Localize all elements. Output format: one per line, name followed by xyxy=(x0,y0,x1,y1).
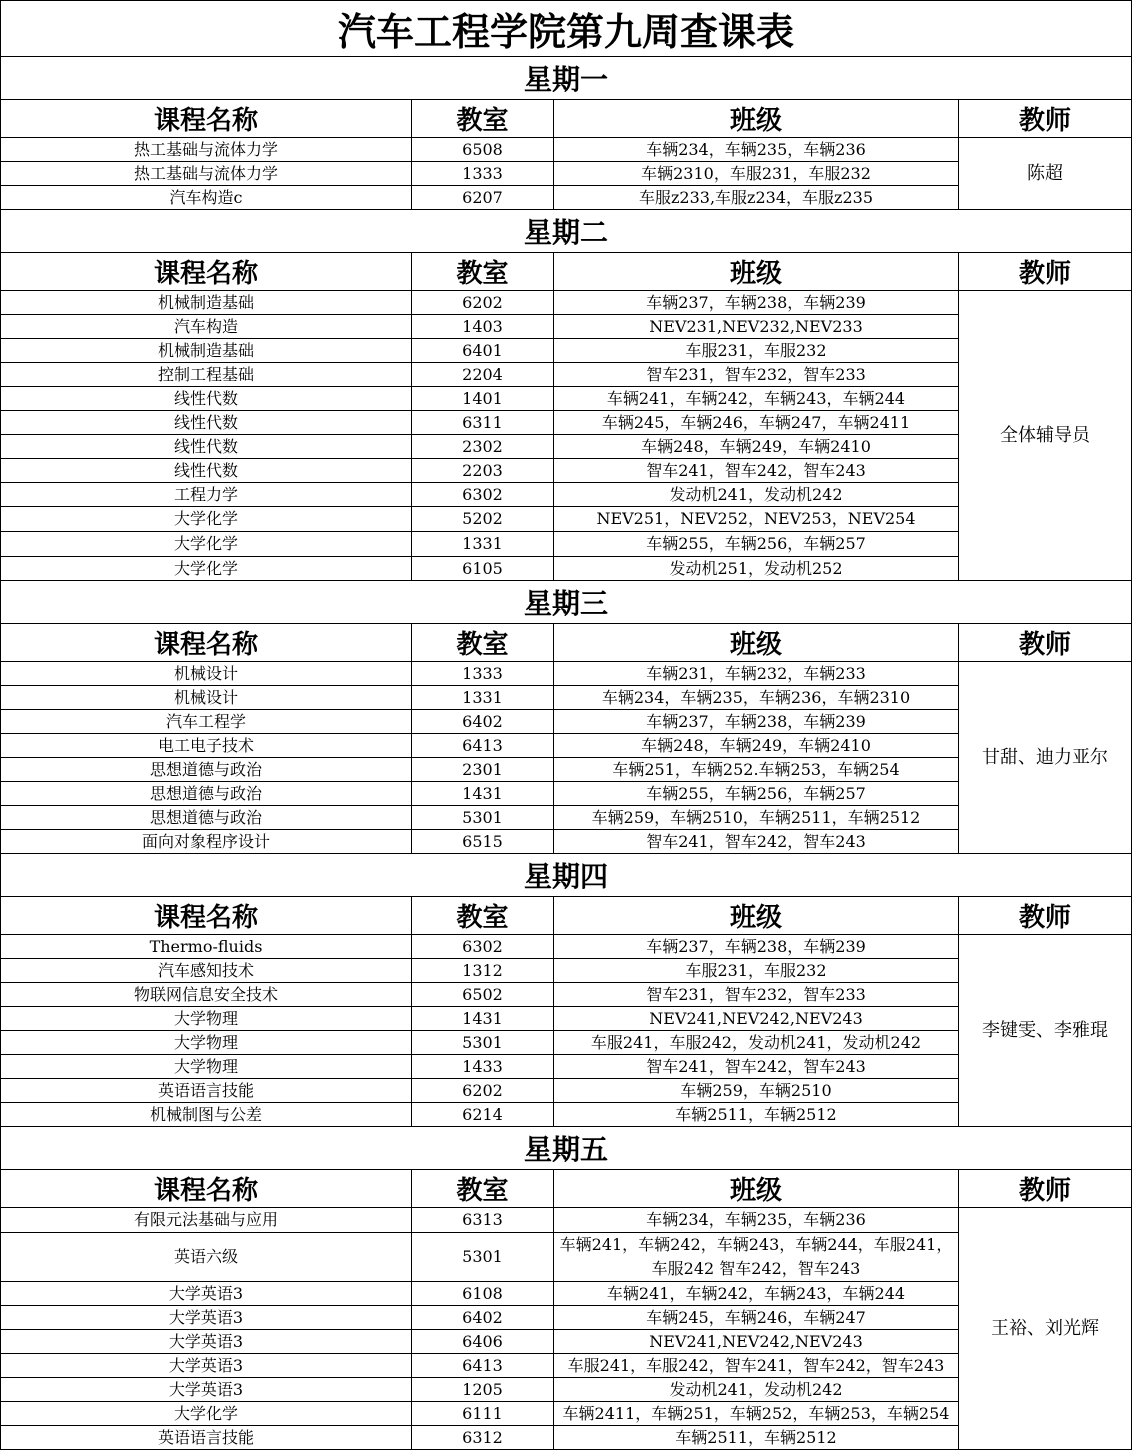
classes-cell: 智车241，智车242，智车243 xyxy=(554,459,959,483)
classes-cell: 车辆234，车辆235，车辆236 xyxy=(554,138,959,162)
room-cell: 1331 xyxy=(412,686,554,710)
room-cell: 6508 xyxy=(412,138,554,162)
day-heading: 星期五 xyxy=(1,1127,1132,1170)
column-header-course: 课程名称 xyxy=(1,897,412,935)
room-cell: 6313 xyxy=(412,1208,554,1233)
column-header-classes: 班级 xyxy=(554,624,959,662)
column-header-room: 教室 xyxy=(412,100,554,138)
classes-cell: 发动机251，发动机252 xyxy=(554,557,959,581)
course-cell: 大学化学 xyxy=(1,1402,412,1426)
day-heading: 星期二 xyxy=(1,210,1132,253)
classes-cell: 车服241，车服242，发动机241，发动机242 xyxy=(554,1031,959,1055)
classes-cell: 车辆237，车辆238，车辆239 xyxy=(554,710,959,734)
classes-cell: 车辆255，车辆256，车辆257 xyxy=(554,782,959,806)
classes-cell: 车辆241，车辆242，车辆243，车辆244，车服241，车服242 智车242，智车243 xyxy=(554,1233,959,1282)
classes-cell: 车辆241，车辆242，车辆243，车辆244 xyxy=(554,387,959,411)
course-cell: 大学物理 xyxy=(1,1055,412,1079)
teacher-cell: 甘甜、迪力亚尔 xyxy=(959,662,1132,854)
course-cell: 汽车构造c xyxy=(1,186,412,210)
room-cell: 6402 xyxy=(412,1306,554,1330)
sheet-title: 汽车工程学院第九周查课表 xyxy=(1,1,1132,57)
course-cell: 英语语言技能 xyxy=(1,1426,412,1450)
classes-cell: 车辆231，车辆232，车辆233 xyxy=(554,662,959,686)
classes-cell: 智车231，智车232，智车233 xyxy=(554,983,959,1007)
teacher-cell: 李键雯、李雅琨 xyxy=(959,935,1132,1127)
classes-cell: 车辆2511，车辆2512 xyxy=(554,1426,959,1450)
room-cell: 5301 xyxy=(412,1031,554,1055)
column-header-teacher: 教师 xyxy=(959,897,1132,935)
room-cell: 5301 xyxy=(412,806,554,830)
classes-cell: NEV241,NEV242,NEV243 xyxy=(554,1330,959,1354)
room-cell: 5301 xyxy=(412,1233,554,1282)
column-header-teacher: 教师 xyxy=(959,253,1132,291)
table-row xyxy=(1,291,1132,315)
classes-cell: 车辆2511，车辆2512 xyxy=(554,1103,959,1127)
column-header-course: 课程名称 xyxy=(1,253,412,291)
course-cell: 大学物理 xyxy=(1,1007,412,1031)
room-cell: 6515 xyxy=(412,830,554,854)
room-cell: 2203 xyxy=(412,459,554,483)
course-cell: 大学英语3 xyxy=(1,1306,412,1330)
course-cell: 机械制造基础 xyxy=(1,291,412,315)
room-cell: 1205 xyxy=(412,1378,554,1402)
teacher-cell: 王裕、刘光辉 xyxy=(959,1208,1132,1450)
room-cell: 1403 xyxy=(412,315,554,339)
column-header-room: 教室 xyxy=(412,1170,554,1208)
room-cell: 6111 xyxy=(412,1402,554,1426)
course-cell: 英语语言技能 xyxy=(1,1079,412,1103)
classes-cell: 车辆234，车辆235，车辆236，车辆2310 xyxy=(554,686,959,710)
course-cell: 大学英语3 xyxy=(1,1378,412,1402)
room-cell: 1401 xyxy=(412,387,554,411)
classes-cell: 智车241，智车242，智车243 xyxy=(554,830,959,854)
room-cell: 6108 xyxy=(412,1282,554,1306)
classes-cell: 车服231，车服232 xyxy=(554,959,959,983)
course-cell: 电工电子技术 xyxy=(1,734,412,758)
course-cell: 汽车感知技术 xyxy=(1,959,412,983)
column-header-teacher: 教师 xyxy=(959,1170,1132,1208)
course-cell: 线性代数 xyxy=(1,387,412,411)
classes-cell: 车辆241，车辆242，车辆243，车辆244 xyxy=(554,1282,959,1306)
course-cell: 机械设计 xyxy=(1,662,412,686)
classes-cell: NEV251，NEV252，NEV253，NEV254 xyxy=(554,507,959,532)
room-cell: 6312 xyxy=(412,1426,554,1450)
column-header-classes: 班级 xyxy=(554,1170,959,1208)
column-header-teacher: 教师 xyxy=(959,100,1132,138)
room-cell: 6207 xyxy=(412,186,554,210)
classes-cell: 车服z233,车服z234，车服z235 xyxy=(554,186,959,210)
classes-cell: 车辆255，车辆256，车辆257 xyxy=(554,532,959,557)
room-cell: 1331 xyxy=(412,532,554,557)
course-cell: 思想道德与政治 xyxy=(1,758,412,782)
course-cell: 热工基础与流体力学 xyxy=(1,162,412,186)
room-cell: 1431 xyxy=(412,1007,554,1031)
room-cell: 6413 xyxy=(412,1354,554,1378)
teacher-cell: 陈超 xyxy=(959,138,1132,210)
classes-cell: 车辆245，车辆246，车辆247 xyxy=(554,1306,959,1330)
course-cell: 控制工程基础 xyxy=(1,363,412,387)
room-cell: 1312 xyxy=(412,959,554,983)
classes-cell: 车服231，车服232 xyxy=(554,339,959,363)
column-header-course: 课程名称 xyxy=(1,624,412,662)
room-cell: 6202 xyxy=(412,1079,554,1103)
classes-cell: 车辆237，车辆238，车辆239 xyxy=(554,935,959,959)
table-row xyxy=(1,935,1132,959)
room-cell: 6202 xyxy=(412,291,554,315)
teacher-cell: 全体辅导员 xyxy=(959,291,1132,581)
day-heading: 星期三 xyxy=(1,581,1132,624)
course-cell: 物联网信息安全技术 xyxy=(1,983,412,1007)
course-cell: 思想道德与政治 xyxy=(1,782,412,806)
classes-cell: 车辆245，车辆246，车辆247，车辆2411 xyxy=(554,411,959,435)
course-cell: 大学化学 xyxy=(1,557,412,581)
course-cell: 机械制造基础 xyxy=(1,339,412,363)
room-cell: 6401 xyxy=(412,339,554,363)
course-cell: 大学物理 xyxy=(1,1031,412,1055)
course-cell: 线性代数 xyxy=(1,411,412,435)
room-cell: 2301 xyxy=(412,758,554,782)
classes-cell: 智车231，智车232，智车233 xyxy=(554,363,959,387)
classes-cell: 车辆2411，车辆251，车辆252，车辆253，车辆254 xyxy=(554,1402,959,1426)
classes-cell: 车服241，车服242，智车241，智车242，智车243 xyxy=(554,1354,959,1378)
classes-cell: 车辆248，车辆249，车辆2410 xyxy=(554,435,959,459)
day-heading: 星期一 xyxy=(1,57,1132,100)
column-header-classes: 班级 xyxy=(554,100,959,138)
column-header-teacher: 教师 xyxy=(959,624,1132,662)
course-cell: 热工基础与流体力学 xyxy=(1,138,412,162)
course-cell: 汽车构造 xyxy=(1,315,412,339)
classes-cell: NEV241,NEV242,NEV243 xyxy=(554,1007,959,1031)
room-cell: 6502 xyxy=(412,983,554,1007)
classes-cell: 车辆237，车辆238，车辆239 xyxy=(554,291,959,315)
classes-cell: 车辆251，车辆252.车辆253，车辆254 xyxy=(554,758,959,782)
room-cell: 1333 xyxy=(412,662,554,686)
course-cell: 汽车工程学 xyxy=(1,710,412,734)
column-header-room: 教室 xyxy=(412,253,554,291)
column-header-room: 教室 xyxy=(412,897,554,935)
classes-cell: 车辆248，车辆249，车辆2410 xyxy=(554,734,959,758)
room-cell: 2302 xyxy=(412,435,554,459)
course-cell: 大学英语3 xyxy=(1,1330,412,1354)
room-cell: 6302 xyxy=(412,483,554,507)
column-header-classes: 班级 xyxy=(554,897,959,935)
room-cell: 6406 xyxy=(412,1330,554,1354)
course-cell: 线性代数 xyxy=(1,459,412,483)
course-cell: 机械设计 xyxy=(1,686,412,710)
day-heading: 星期四 xyxy=(1,854,1132,897)
classes-cell: 发动机241，发动机242 xyxy=(554,1378,959,1402)
room-cell: 1431 xyxy=(412,782,554,806)
room-cell: 2204 xyxy=(412,363,554,387)
room-cell: 6311 xyxy=(412,411,554,435)
classes-cell: 智车241，智车242，智车243 xyxy=(554,1055,959,1079)
room-cell: 1333 xyxy=(412,162,554,186)
room-cell: 5202 xyxy=(412,507,554,532)
table-row xyxy=(1,138,1132,162)
classes-cell: NEV231,NEV232,NEV233 xyxy=(554,315,959,339)
course-cell: 大学英语3 xyxy=(1,1354,412,1378)
classes-cell: 车辆259，车辆2510，车辆2511，车辆2512 xyxy=(554,806,959,830)
classes-cell: 车辆2310，车服231，车服232 xyxy=(554,162,959,186)
classes-cell: 车辆259，车辆2510 xyxy=(554,1079,959,1103)
course-cell: 有限元法基础与应用 xyxy=(1,1208,412,1233)
classes-cell: 车辆234，车辆235，车辆236 xyxy=(554,1208,959,1233)
course-cell: 大学英语3 xyxy=(1,1282,412,1306)
course-cell: 英语六级 xyxy=(1,1233,412,1282)
room-cell: 1433 xyxy=(412,1055,554,1079)
course-cell: 线性代数 xyxy=(1,435,412,459)
table-row xyxy=(1,1208,1132,1233)
course-cell: 思想道德与政治 xyxy=(1,806,412,830)
course-cell: 面向对象程序设计 xyxy=(1,830,412,854)
column-header-room: 教室 xyxy=(412,624,554,662)
column-header-course: 课程名称 xyxy=(1,1170,412,1208)
course-cell: 大学化学 xyxy=(1,532,412,557)
room-cell: 6302 xyxy=(412,935,554,959)
column-header-classes: 班级 xyxy=(554,253,959,291)
room-cell: 6105 xyxy=(412,557,554,581)
column-header-course: 课程名称 xyxy=(1,100,412,138)
table-row xyxy=(1,662,1132,686)
course-cell: 大学化学 xyxy=(1,507,412,532)
classes-cell: 发动机241，发动机242 xyxy=(554,483,959,507)
room-cell: 6214 xyxy=(412,1103,554,1127)
course-cell: 机械制图与公差 xyxy=(1,1103,412,1127)
course-cell: Thermo-fluids xyxy=(1,935,412,959)
room-cell: 6402 xyxy=(412,710,554,734)
course-cell: 工程力学 xyxy=(1,483,412,507)
room-cell: 6413 xyxy=(412,734,554,758)
